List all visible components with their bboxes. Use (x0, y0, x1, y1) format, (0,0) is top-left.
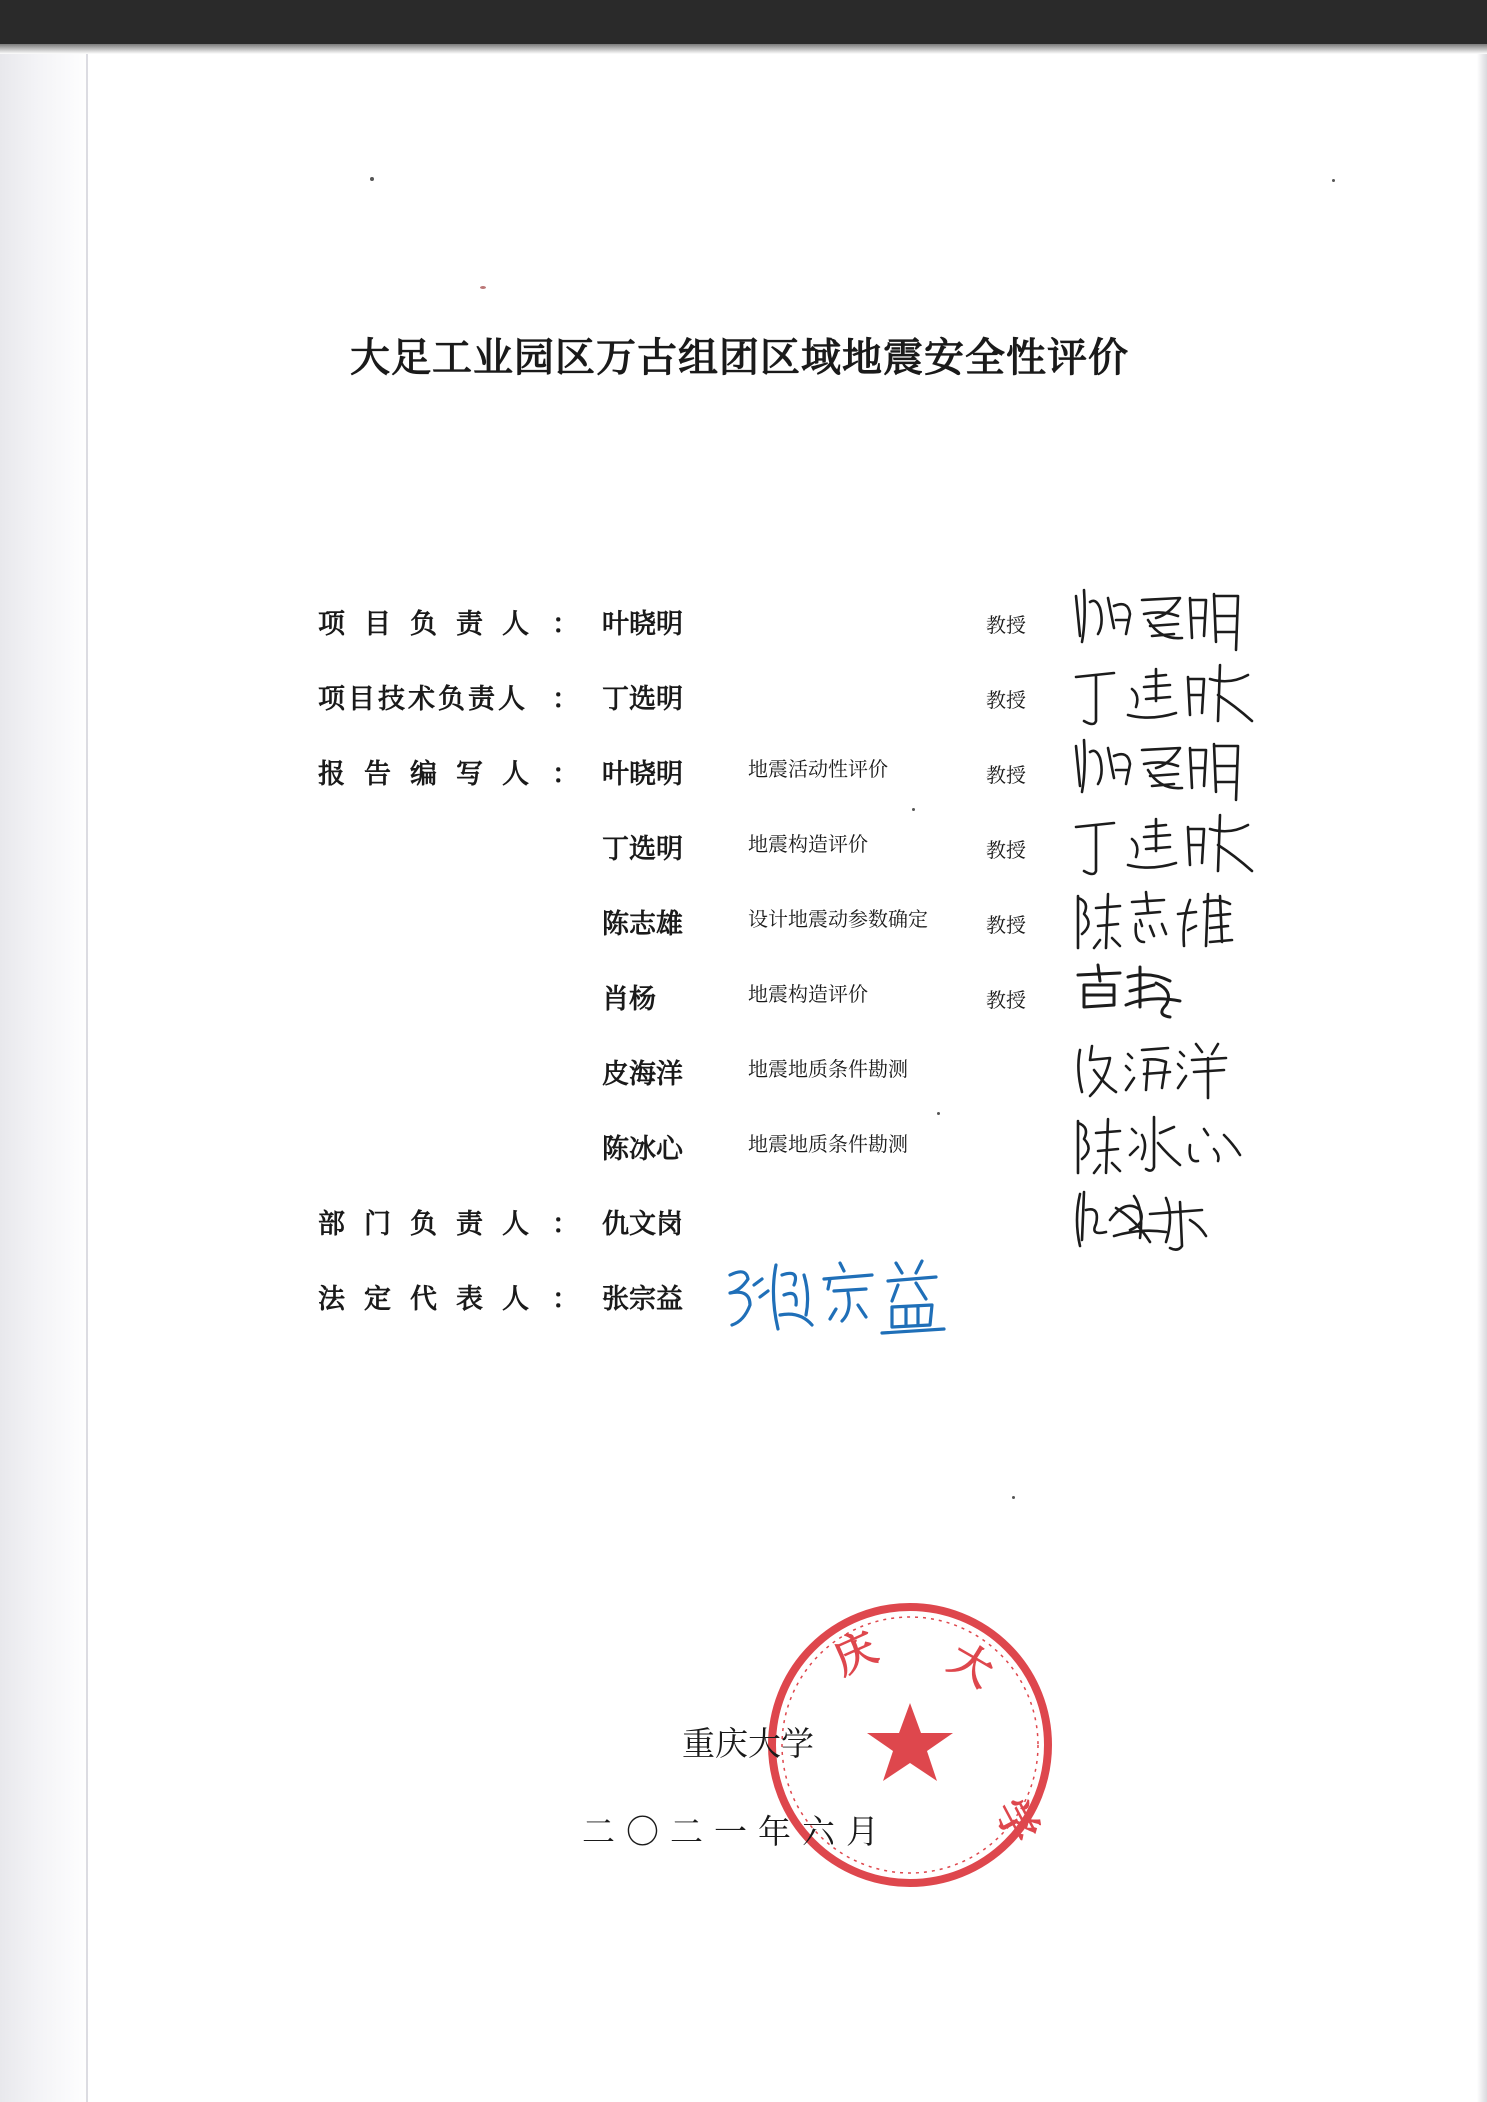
person-name: 皮海洋 (602, 1059, 683, 1090)
handwritten-signature (1070, 655, 1270, 735)
role-label-tech-lead: 项目技术负责人 ： (318, 684, 582, 715)
academic-rank: 教授 (986, 838, 1026, 862)
legal-rep-signature (720, 1245, 970, 1345)
person-name: 丁选明 (602, 684, 683, 715)
person-name: 张宗益 (602, 1284, 683, 1315)
handwritten-signature (1070, 1180, 1270, 1260)
role-label-project-lead: 项目负责人 ： (318, 609, 598, 640)
author-task: 地震地质条件勘测 (748, 1057, 908, 1081)
handwritten-signature (1070, 805, 1270, 885)
academic-rank: 教授 (986, 688, 1026, 712)
row-project-lead (0, 600, 1487, 650)
row-author-6 (0, 1125, 1487, 1175)
scan-speck (937, 1112, 940, 1115)
person-name: 仇文岗 (602, 1209, 683, 1240)
row-legal-rep (0, 1275, 1487, 1325)
author-task: 地震构造评价 (748, 982, 868, 1006)
scan-speck (370, 177, 374, 181)
author-task: 地震地质条件勘测 (748, 1132, 908, 1156)
institution-name: 重庆大学 (682, 1724, 814, 1763)
row-tech-lead (0, 675, 1487, 725)
handwritten-signature (1070, 955, 1270, 1035)
scan-speck (480, 286, 486, 289)
author-task: 设计地震动参数确定 (748, 907, 928, 931)
role-label-legal-rep: 法定代表人 ： (318, 1284, 598, 1315)
document-title: 大足工业园区万古组团区域地震安全性评价 (350, 335, 1129, 381)
seal-text: 学 (985, 1790, 1049, 1851)
role-label-authors: 报告编写人 ： (318, 759, 598, 790)
scan-speck (912, 808, 915, 811)
publication-date: 二〇二一年六月 (582, 1812, 890, 1851)
scan-top-shadow (0, 44, 1487, 54)
seal-text: 大 (941, 1633, 1002, 1697)
academic-rank: 教授 (986, 613, 1026, 637)
row-author-5 (0, 1050, 1487, 1100)
role-label-dept-head: 部门负责人 ： (318, 1209, 598, 1240)
row-author-3 (0, 900, 1487, 950)
academic-rank: 教授 (986, 988, 1026, 1012)
person-name: 陈志雄 (602, 909, 683, 940)
handwritten-signature (1070, 580, 1270, 660)
author-task: 地震活动性评价 (748, 757, 888, 781)
row-dept-head (0, 1200, 1487, 1250)
scan-speck (1332, 179, 1335, 182)
seal-text: 庆 (826, 1622, 885, 1685)
handwritten-signature (1070, 880, 1270, 960)
person-name: 肖杨 (602, 984, 656, 1015)
row-author-2 (0, 825, 1487, 875)
person-name: 陈冰心 (602, 1134, 683, 1165)
academic-rank: 教授 (986, 763, 1026, 787)
handwritten-signature (1070, 1030, 1270, 1110)
person-name: 叶晓明 (602, 609, 683, 640)
handwritten-signature (1070, 1105, 1270, 1185)
person-name: 丁选明 (602, 834, 683, 865)
star-icon (867, 1703, 953, 1781)
handwritten-signature (1070, 730, 1270, 810)
row-author-4 (0, 975, 1487, 1025)
author-task: 地震构造评价 (748, 832, 868, 856)
academic-rank: 教授 (986, 913, 1026, 937)
scan-speck (1012, 1496, 1015, 1499)
scan-top-bar (0, 0, 1487, 44)
person-name: 叶晓明 (602, 759, 683, 790)
row-author-1 (0, 750, 1487, 800)
